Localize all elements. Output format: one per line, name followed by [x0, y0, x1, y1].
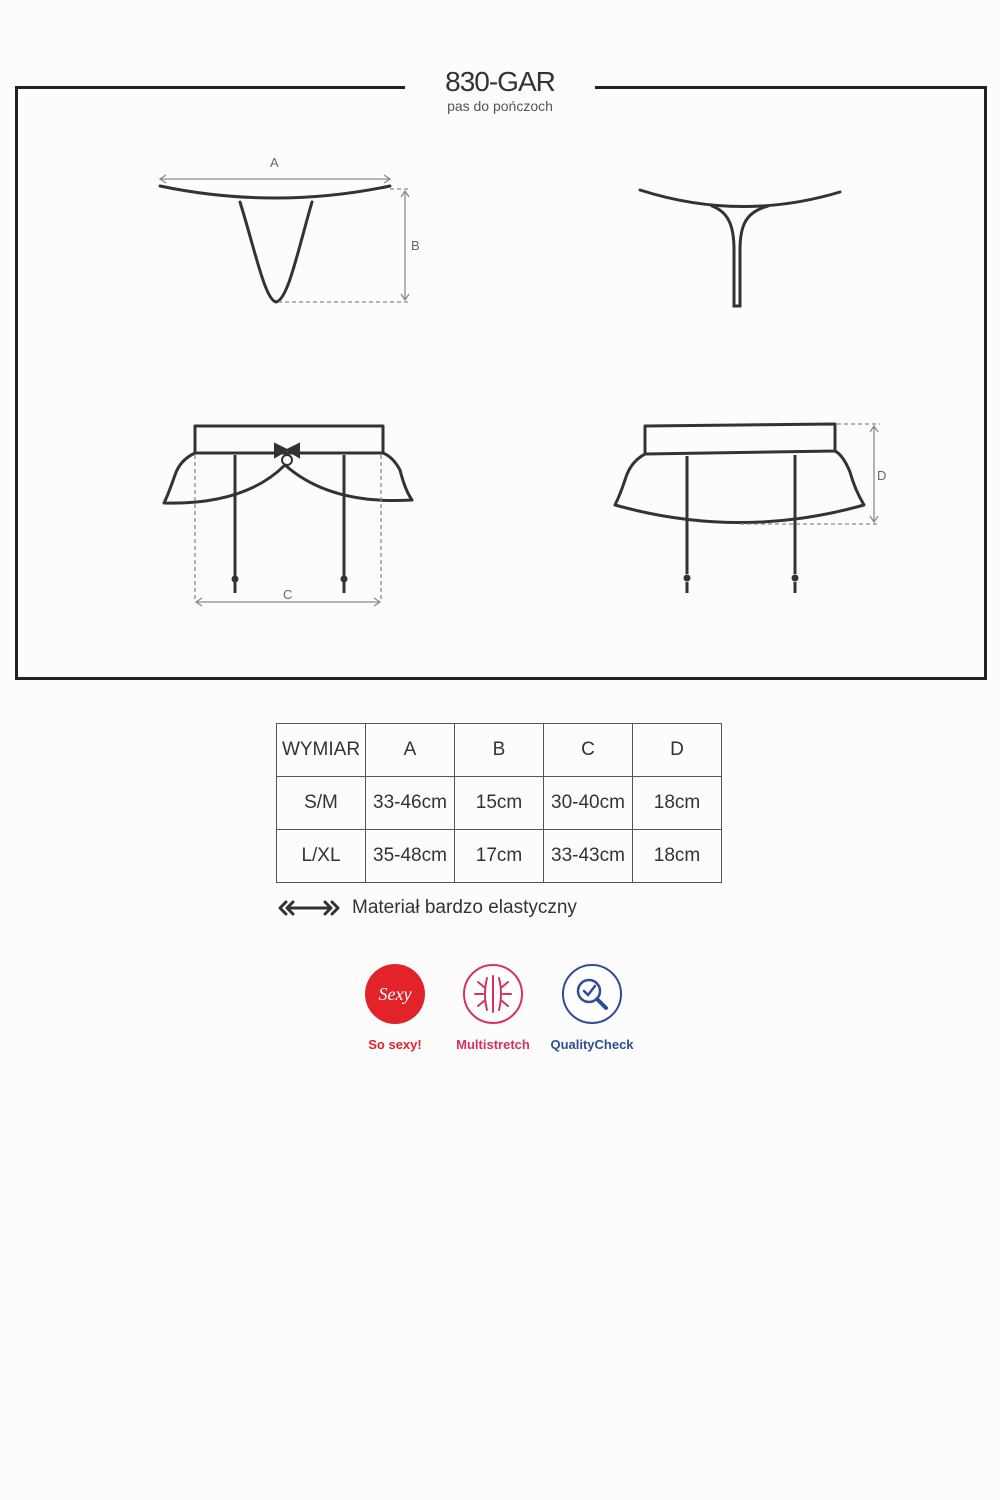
garter-back-drawing	[615, 424, 864, 593]
table-cell: 17cm	[455, 830, 544, 883]
table-header-cell: B	[455, 724, 544, 777]
table-header-cell: C	[544, 724, 633, 777]
table-cell: 15cm	[455, 777, 544, 830]
dimension-c	[195, 455, 381, 606]
garter-back-clip-right	[792, 575, 799, 582]
badge-label: Multistretch	[456, 1037, 530, 1052]
product-subtitle: pas do pończoch	[447, 98, 553, 114]
thong-back-drawing	[640, 190, 840, 306]
multistretch-icon	[461, 962, 525, 1026]
table-cell: 33-46cm	[366, 777, 455, 830]
elasticity-legend	[276, 894, 577, 922]
dimension-d-label: D	[877, 468, 887, 483]
quality-check-icon	[560, 962, 624, 1026]
garter-clip-left	[232, 576, 239, 583]
dimension-d	[740, 424, 880, 524]
table-cell: L/XL	[277, 830, 366, 883]
badge-so-sexy	[345, 962, 445, 1052]
sexy-icon	[363, 962, 427, 1026]
dimension-c-label: C	[283, 587, 293, 602]
table-cell: 33-43cm	[544, 830, 633, 883]
feature-badges	[350, 962, 650, 1062]
dimension-b-label: B	[411, 238, 420, 253]
table-header-cell: D	[633, 724, 722, 777]
dimension-a	[160, 175, 390, 183]
table-cell: S/M	[277, 777, 366, 830]
badge-label: So sexy!	[368, 1037, 422, 1052]
table-row	[277, 830, 722, 883]
bow-icon	[275, 444, 299, 465]
badge-multistretch	[443, 962, 543, 1052]
stretch-arrows-icon	[276, 900, 342, 916]
dimension-a-label: A	[270, 155, 279, 170]
table-header-row	[277, 724, 722, 777]
legend-text: Materiał bardzo elastyczny	[352, 897, 577, 918]
badge-label: QualityCheck	[550, 1037, 634, 1052]
badge-quality-check	[542, 962, 642, 1052]
size-table	[276, 723, 722, 883]
product-code: 830-GAR	[445, 66, 555, 97]
table-cell: 30-40cm	[544, 777, 633, 830]
dimension-b	[278, 189, 410, 302]
table-cell: 35-48cm	[366, 830, 455, 883]
table-row	[277, 777, 722, 830]
header	[405, 64, 595, 124]
sexy-icon-text: Sexy	[378, 984, 412, 1004]
table-cell: 18cm	[633, 777, 722, 830]
table-header-cell: A	[366, 724, 455, 777]
table-header-cell: WYMIAR	[277, 724, 366, 777]
garter-clip-right	[341, 576, 348, 583]
table-cell: 18cm	[633, 830, 722, 883]
thong-front-drawing	[160, 186, 390, 302]
garter-back-clip-left	[684, 575, 691, 582]
